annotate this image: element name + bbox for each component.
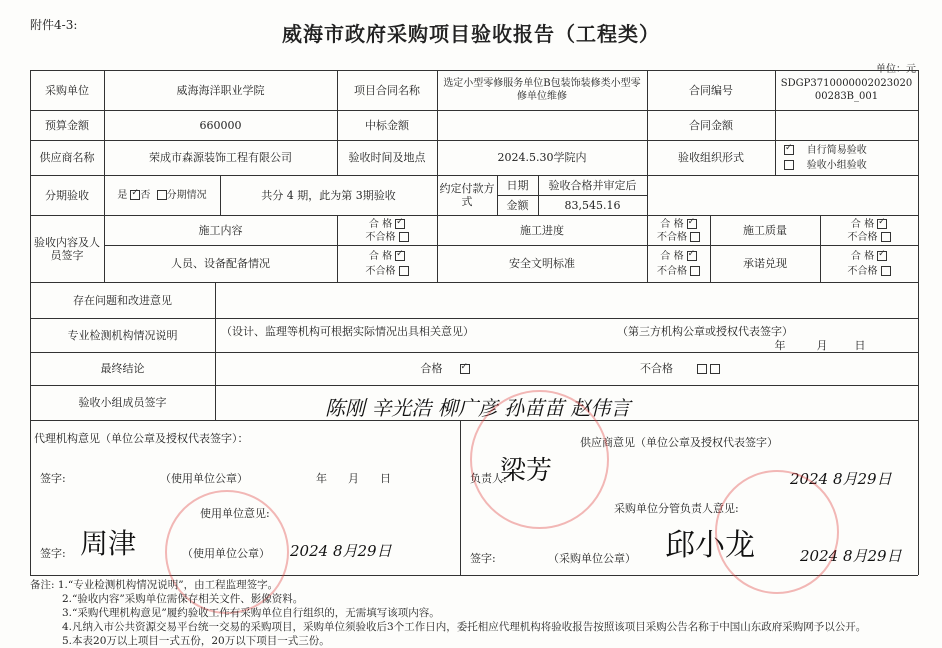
user-signature: 周津 (80, 527, 137, 560)
fail-5[interactable]: 不合格 (647, 265, 710, 277)
checkbox-no[interactable] (157, 190, 167, 200)
checkbox[interactable] (784, 145, 794, 155)
contract-no-label: 合同编号 (689, 83, 733, 97)
final-fail[interactable]: 不合格 (610, 352, 750, 385)
pass-2[interactable]: 合 格 ✓ (647, 218, 710, 230)
purchaser-value: 威海海洋职业学院 (176, 83, 265, 97)
check-item-promise: 承诺兑现 (743, 257, 787, 270)
fail-1[interactable]: 不合格 (337, 231, 437, 243)
attachment-label: 附件4-3: (30, 18, 78, 32)
org-option-team[interactable]: 验收小组验收 (775, 158, 918, 172)
org-label: 验收组织形式 (678, 151, 744, 164)
purchaser-manager-label: 采购单位分管负责人意见: (614, 502, 739, 515)
org-option-self[interactable]: ✓ 自行简易验收 (775, 143, 918, 157)
project-label: 项目合同名称 (354, 83, 420, 97)
date-value: 验收合格并审定后 (548, 178, 637, 192)
checkbox-yes[interactable] (130, 190, 140, 200)
note-5: 5.本表20万以上项目一式五份，20万以下项目一式三份。 (62, 635, 330, 647)
final-pass[interactable]: 合格 ✓ (400, 352, 490, 385)
day-label: 日 (854, 338, 866, 352)
date-label: 日期 (506, 178, 529, 192)
stage-options: 是 ✓ 否 分期情况 (104, 175, 220, 215)
supplier-date: 2024 8月29日 (790, 470, 892, 488)
contract-amount-label: 合同金额 (689, 118, 733, 132)
year-label: 年 (774, 338, 786, 352)
third-party-note: （第三方机构公章或授权代表签字） (617, 324, 793, 338)
check-item-safety: 安全文明标准 (509, 257, 575, 270)
check-item-content: 施工内容 (198, 223, 243, 237)
fail-3[interactable]: 不合格 (820, 231, 918, 243)
purchaser-date: 2024 8月29日 (800, 547, 902, 565)
members-label: 验收小组成员签字 (78, 396, 167, 409)
pass-5[interactable]: 合 格 ✓ (647, 250, 710, 262)
pay-label: 约定付款方式 (439, 182, 495, 208)
pass-6[interactable]: 合 格 ✓ (820, 250, 918, 262)
user-opinion-label: 使用单位意见: (200, 507, 270, 520)
fail-2[interactable]: 不合格 (647, 231, 710, 243)
month-label: 月 (816, 338, 828, 352)
supplier-seal (470, 390, 609, 529)
time-label: 验收时间及地点 (348, 151, 426, 164)
time-value: 2024.5.30学院内 (497, 151, 587, 164)
purchaser-label: 采购单位 (45, 83, 89, 97)
final-label: 最终结论 (100, 362, 145, 375)
supplier-opinion-label: 供应商意见（单位公章及授权代表签字） (580, 436, 778, 449)
supplier-label: 供应商名称 (39, 151, 95, 164)
checkbox[interactable] (784, 160, 794, 170)
expert-note: （设计、监理等机构可根据实际情况出具相关意见） (221, 324, 474, 338)
supplier-signature: 梁芳 (500, 456, 553, 486)
amount-value: 83,545.16 (564, 198, 621, 212)
budget-label: 预算金额 (45, 118, 89, 132)
responsible-label: 负责人: (470, 472, 507, 485)
contract-no-value: SDGP371000000202302000283B_001 (780, 78, 913, 102)
agency-seal-note: （使用单位公章） (160, 472, 248, 485)
note-4: 4.凡纳入市公共资源交易平台统一交易的采购项目，采购单位须验收后3个工作日内，委托相应代理机构将验收报告按照该项目采购公告名称于中国山东政府采购网予以公开。 (62, 621, 867, 633)
amount-label: 金额 (506, 198, 529, 212)
stage-value: 共分 4 期，此为第 3期验收 (261, 188, 396, 202)
pass-4[interactable]: 合 格 ✓ (337, 250, 437, 262)
purchaser-seal (715, 470, 839, 594)
check-item-quality: 施工质量 (743, 223, 787, 237)
page-title: 威海市政府采购项目验收报告（工程类） (282, 22, 660, 46)
pass-3[interactable]: 合 格 ✓ (820, 218, 918, 230)
bid-label: 中标金额 (365, 118, 409, 132)
check-item-progress: 施工进度 (520, 223, 564, 237)
check-section-label: 验收内容及人员签字 (34, 235, 100, 262)
stage-label: 分期验收 (45, 188, 89, 202)
check-item-staff: 人员、设备配备情况 (171, 257, 270, 270)
user-sign-label: 签字: (40, 547, 66, 560)
purchase-seal-note: （采购单位公章） (548, 552, 636, 565)
purchaser-sign-label: 签字: (470, 552, 496, 565)
fail-6[interactable]: 不合格 (820, 265, 918, 277)
pass-1[interactable]: 合 格 ✓ (337, 218, 437, 230)
project-value: 选定小型零修服务单位B包装饰装修类小型零修单位维修 (443, 78, 641, 102)
supplier-value: 荣成市森源装饰工程有限公司 (149, 151, 292, 164)
note-3: 3.“采购代理机构意见”履约验收工作有采购单位自行组织的，无需填写该项内容。 (62, 607, 440, 619)
issues-label: 存在问题和改进意见 (73, 293, 172, 307)
expert-label: 专业检测机构情况说明 (67, 328, 178, 342)
user-date: 2024 8月29日 (290, 542, 392, 560)
manager-signature: 邱小龙 (665, 528, 755, 563)
user-seal-note: （使用单位公章） (182, 547, 270, 560)
note-2: 2.“验收内容”采购单位需保存相关文件、影像资料。 (62, 593, 304, 605)
fail-4[interactable]: 不合格 (337, 265, 437, 277)
agency-opinion-label: 代理机构意见（单位公章及授权代表签字）： (34, 432, 249, 445)
agency-sign-label: 签字: (40, 472, 66, 485)
budget-value: 660000 (199, 118, 242, 132)
note-1: 备注: 1.“专业检测机构情况说明”，由工程监理签字。 (30, 579, 279, 591)
members-signatures: 陈刚 辛光浩 柳广彦 孙苗苗 赵伟言 (325, 396, 631, 420)
